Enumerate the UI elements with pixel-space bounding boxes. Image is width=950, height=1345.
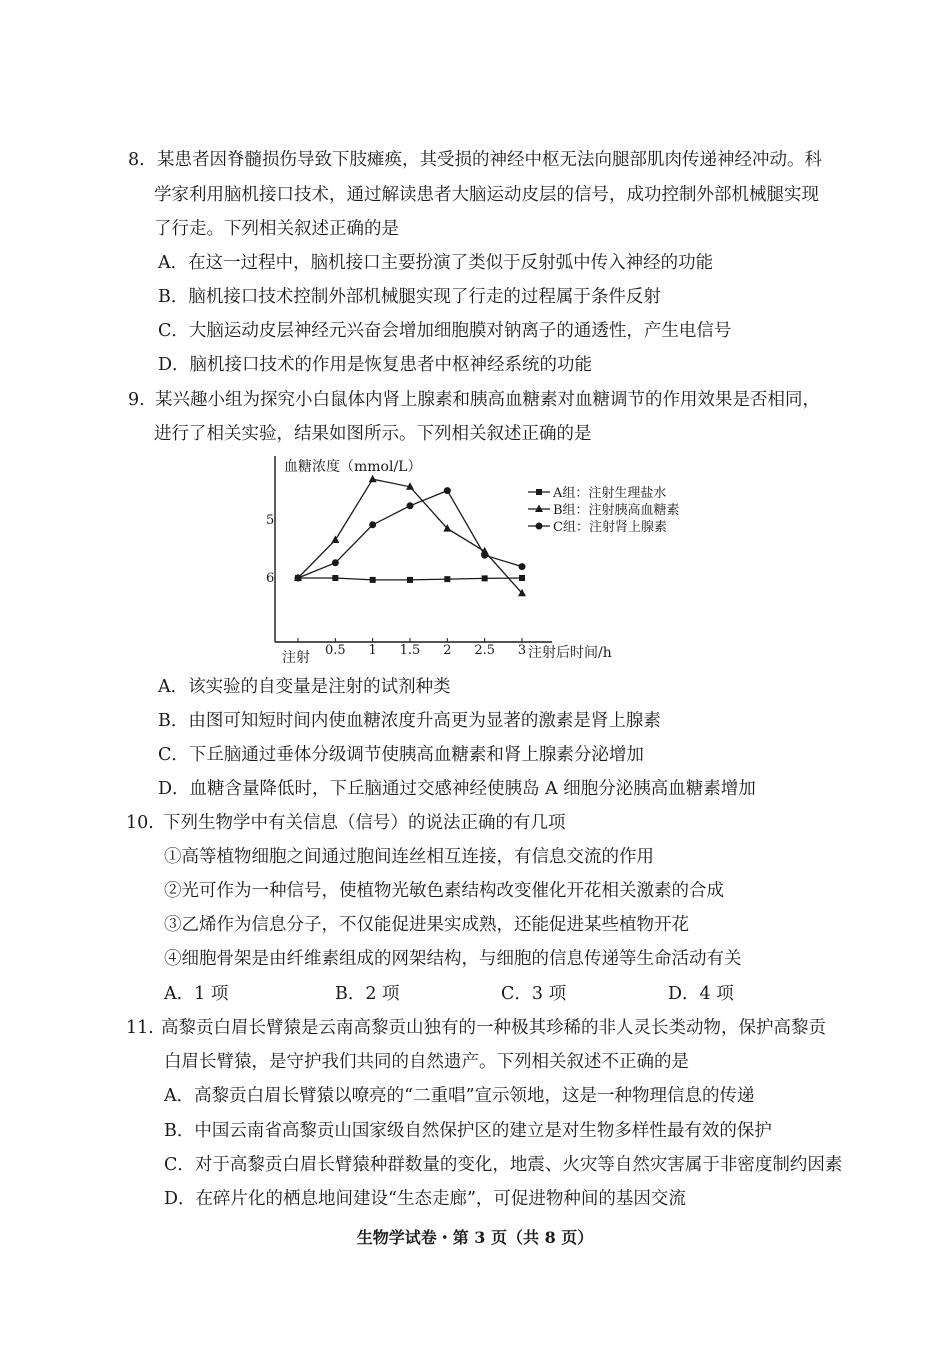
chart-point bbox=[295, 575, 302, 582]
chart-point bbox=[482, 575, 488, 581]
q9-option-b: B．由图可知短时间内使血糖浓度升高更为显著的激素是肾上腺素 bbox=[158, 711, 661, 731]
q8-option-a: A．在这一过程中，脑机接口主要扮演了类似于反射弧中传入神经的功能 bbox=[158, 253, 714, 273]
q9-number: 9. bbox=[128, 390, 145, 410]
chart-point bbox=[369, 521, 376, 528]
q10-statement-1: ①高等植物细胞之间通过胞间连丝相互连接，有信息交流的作用 bbox=[164, 847, 654, 867]
q10-number: 10. bbox=[126, 813, 154, 833]
q9-stem-line-1: 某兴趣小组为探究小白鼠体内肾上腺素和胰高血糖素对血糖调节的作用效果是否相同， bbox=[155, 390, 820, 410]
chart-y-tick-label: 5 bbox=[266, 513, 275, 528]
q10-option-c: C．3 项 bbox=[501, 984, 567, 1004]
q8-stem-line-2: 学家利用脑机接口技术，通过解读患者大脑运动皮层的信号，成功控制外部机械腿实现 bbox=[154, 185, 819, 205]
q8-stem-line-3: 了行走。下列相关叙述正确的是 bbox=[154, 219, 399, 239]
chart-x-tick-label: 2 bbox=[443, 643, 452, 658]
chart-series-line bbox=[298, 479, 522, 593]
q10-stem: 下列生物学中有关信息（信号）的说法正确的有几项 bbox=[163, 813, 566, 833]
q8-number: 8. bbox=[128, 150, 145, 170]
q10-option-b: B．2 项 bbox=[335, 984, 400, 1004]
chart-legend-marker bbox=[535, 505, 543, 513]
chart-x-tick-label: 1.5 bbox=[399, 643, 421, 658]
q8-option-b: B．脑机接口技术控制外部机械腿实现了行走的过程属于条件反射 bbox=[158, 287, 661, 307]
chart-point bbox=[407, 502, 414, 509]
chart-legend-label: C组：注射肾上腺素 bbox=[553, 520, 667, 535]
chart-point bbox=[370, 577, 376, 583]
chart-x-tick-label: 2.5 bbox=[474, 643, 496, 658]
chart-x-axis-label: 注射后时间/h bbox=[528, 645, 612, 661]
chart-series-circle bbox=[295, 487, 526, 581]
chart-legend-label: B组：注射胰高血糖素 bbox=[553, 503, 680, 518]
q11-stem-line-2: 白眉长臂猿，是守护我们共同的自然遗产。下列相关叙述不正确的是 bbox=[164, 1052, 689, 1072]
q10-option-d: D．4 项 bbox=[668, 984, 734, 1004]
chart-legend bbox=[528, 485, 680, 535]
q11-stem-line-1: 高黎贡白眉长臂猿是云南高黎贡山独有的一种极其珍稀的非人灵长类动物，保护高黎贡 bbox=[161, 1018, 826, 1038]
chart-legend-item bbox=[528, 519, 667, 535]
q10-statement-2: ②光可作为一种信号，使植物光敏色素结构改变催化开花相关激素的合成 bbox=[164, 881, 724, 901]
q11-option-c: C．对于高黎贡白眉长臂猿种群数量的变化，地震、火灾等自然灾害属于非密度制约因素 bbox=[164, 1155, 843, 1175]
chart-legend-item bbox=[528, 485, 666, 501]
chart-x-origin-label: 注射 bbox=[282, 650, 310, 666]
q10-statement-4: ④细胞骨架是由纤维素组成的网架结构，与细胞的信息传递等生命活动有关 bbox=[164, 949, 742, 969]
blood-glucose-chart bbox=[260, 452, 700, 677]
chart-point bbox=[481, 552, 488, 559]
chart-point bbox=[444, 487, 451, 494]
chart-point bbox=[332, 575, 338, 581]
chart-point bbox=[444, 576, 450, 582]
chart-legend-label: A组：注射生理盐水 bbox=[553, 486, 667, 501]
chart-point bbox=[407, 577, 413, 583]
chart-legend-marker bbox=[536, 523, 543, 530]
q9-stem-line-2: 进行了相关实验，结果如图所示。下列相关叙述正确的是 bbox=[154, 424, 592, 444]
chart-point bbox=[519, 563, 526, 570]
chart-ticks bbox=[266, 513, 526, 658]
chart-axes bbox=[275, 456, 552, 642]
q9-option-a: A．该实验的自变量是注射的试剂种类 bbox=[158, 677, 451, 697]
q9-option-d: D．血糖含量降低时，下丘脑通过交感神经使胰岛 A 细胞分泌胰高血糖素增加 bbox=[158, 779, 756, 799]
chart-point bbox=[519, 575, 525, 581]
chart-point bbox=[369, 475, 377, 483]
chart-point bbox=[332, 559, 339, 566]
q8-stem-line-1: 某患者因脊髓损伤导致下肢瘫痪，其受损的神经中枢无法向腿部肌肉传递神经冲动。科 bbox=[157, 150, 822, 170]
chart-y-tick-label: 6 bbox=[266, 571, 275, 586]
q9-option-c: C．下丘脑通过垂体分级调节使胰高血糖素和肾上腺素分泌增加 bbox=[158, 745, 644, 765]
chart-legend-item bbox=[528, 502, 680, 518]
q8-option-d: D．脑机接口技术的作用是恢复患者中枢神经系统的功能 bbox=[158, 355, 593, 375]
chart-series-square bbox=[295, 575, 525, 583]
chart-x-tick-label: 1 bbox=[368, 643, 377, 658]
q10-option-a: A．1 项 bbox=[164, 984, 229, 1004]
chart-legend-marker bbox=[536, 489, 542, 495]
chart-y-axis-label: 血糖浓度（mmol/L） bbox=[284, 459, 422, 475]
chart-x-tick-label: 0.5 bbox=[324, 643, 346, 658]
chart-series bbox=[294, 475, 526, 597]
q11-option-d: D．在碎片化的栖息地间建设“生态走廊”，可促进物种间的基因交流 bbox=[164, 1189, 686, 1209]
page-footer: 生物学试卷・第 3 页（共 8 页） bbox=[356, 1228, 594, 1247]
q10-statement-3: ③乙烯作为信息分子，不仅能促进果实成熟，还能促进某些植物开花 bbox=[164, 915, 689, 935]
q11-option-a: A．高黎贡白眉长臂猿以嘹亮的“二重唱”宣示领地，这是一种物理信息的传递 bbox=[164, 1086, 755, 1106]
chart-x-tick-label: 3 bbox=[517, 643, 527, 658]
q11-option-b: B．中国云南省高黎贡山国家级自然保护区的建立是对生物多样性最有效的保护 bbox=[164, 1121, 772, 1141]
q11-number: 11. bbox=[126, 1018, 154, 1038]
q8-option-c: C．大脑运动皮层神经元兴奋会增加细胞膜对钠离子的通透性，产生电信号 bbox=[158, 321, 732, 341]
